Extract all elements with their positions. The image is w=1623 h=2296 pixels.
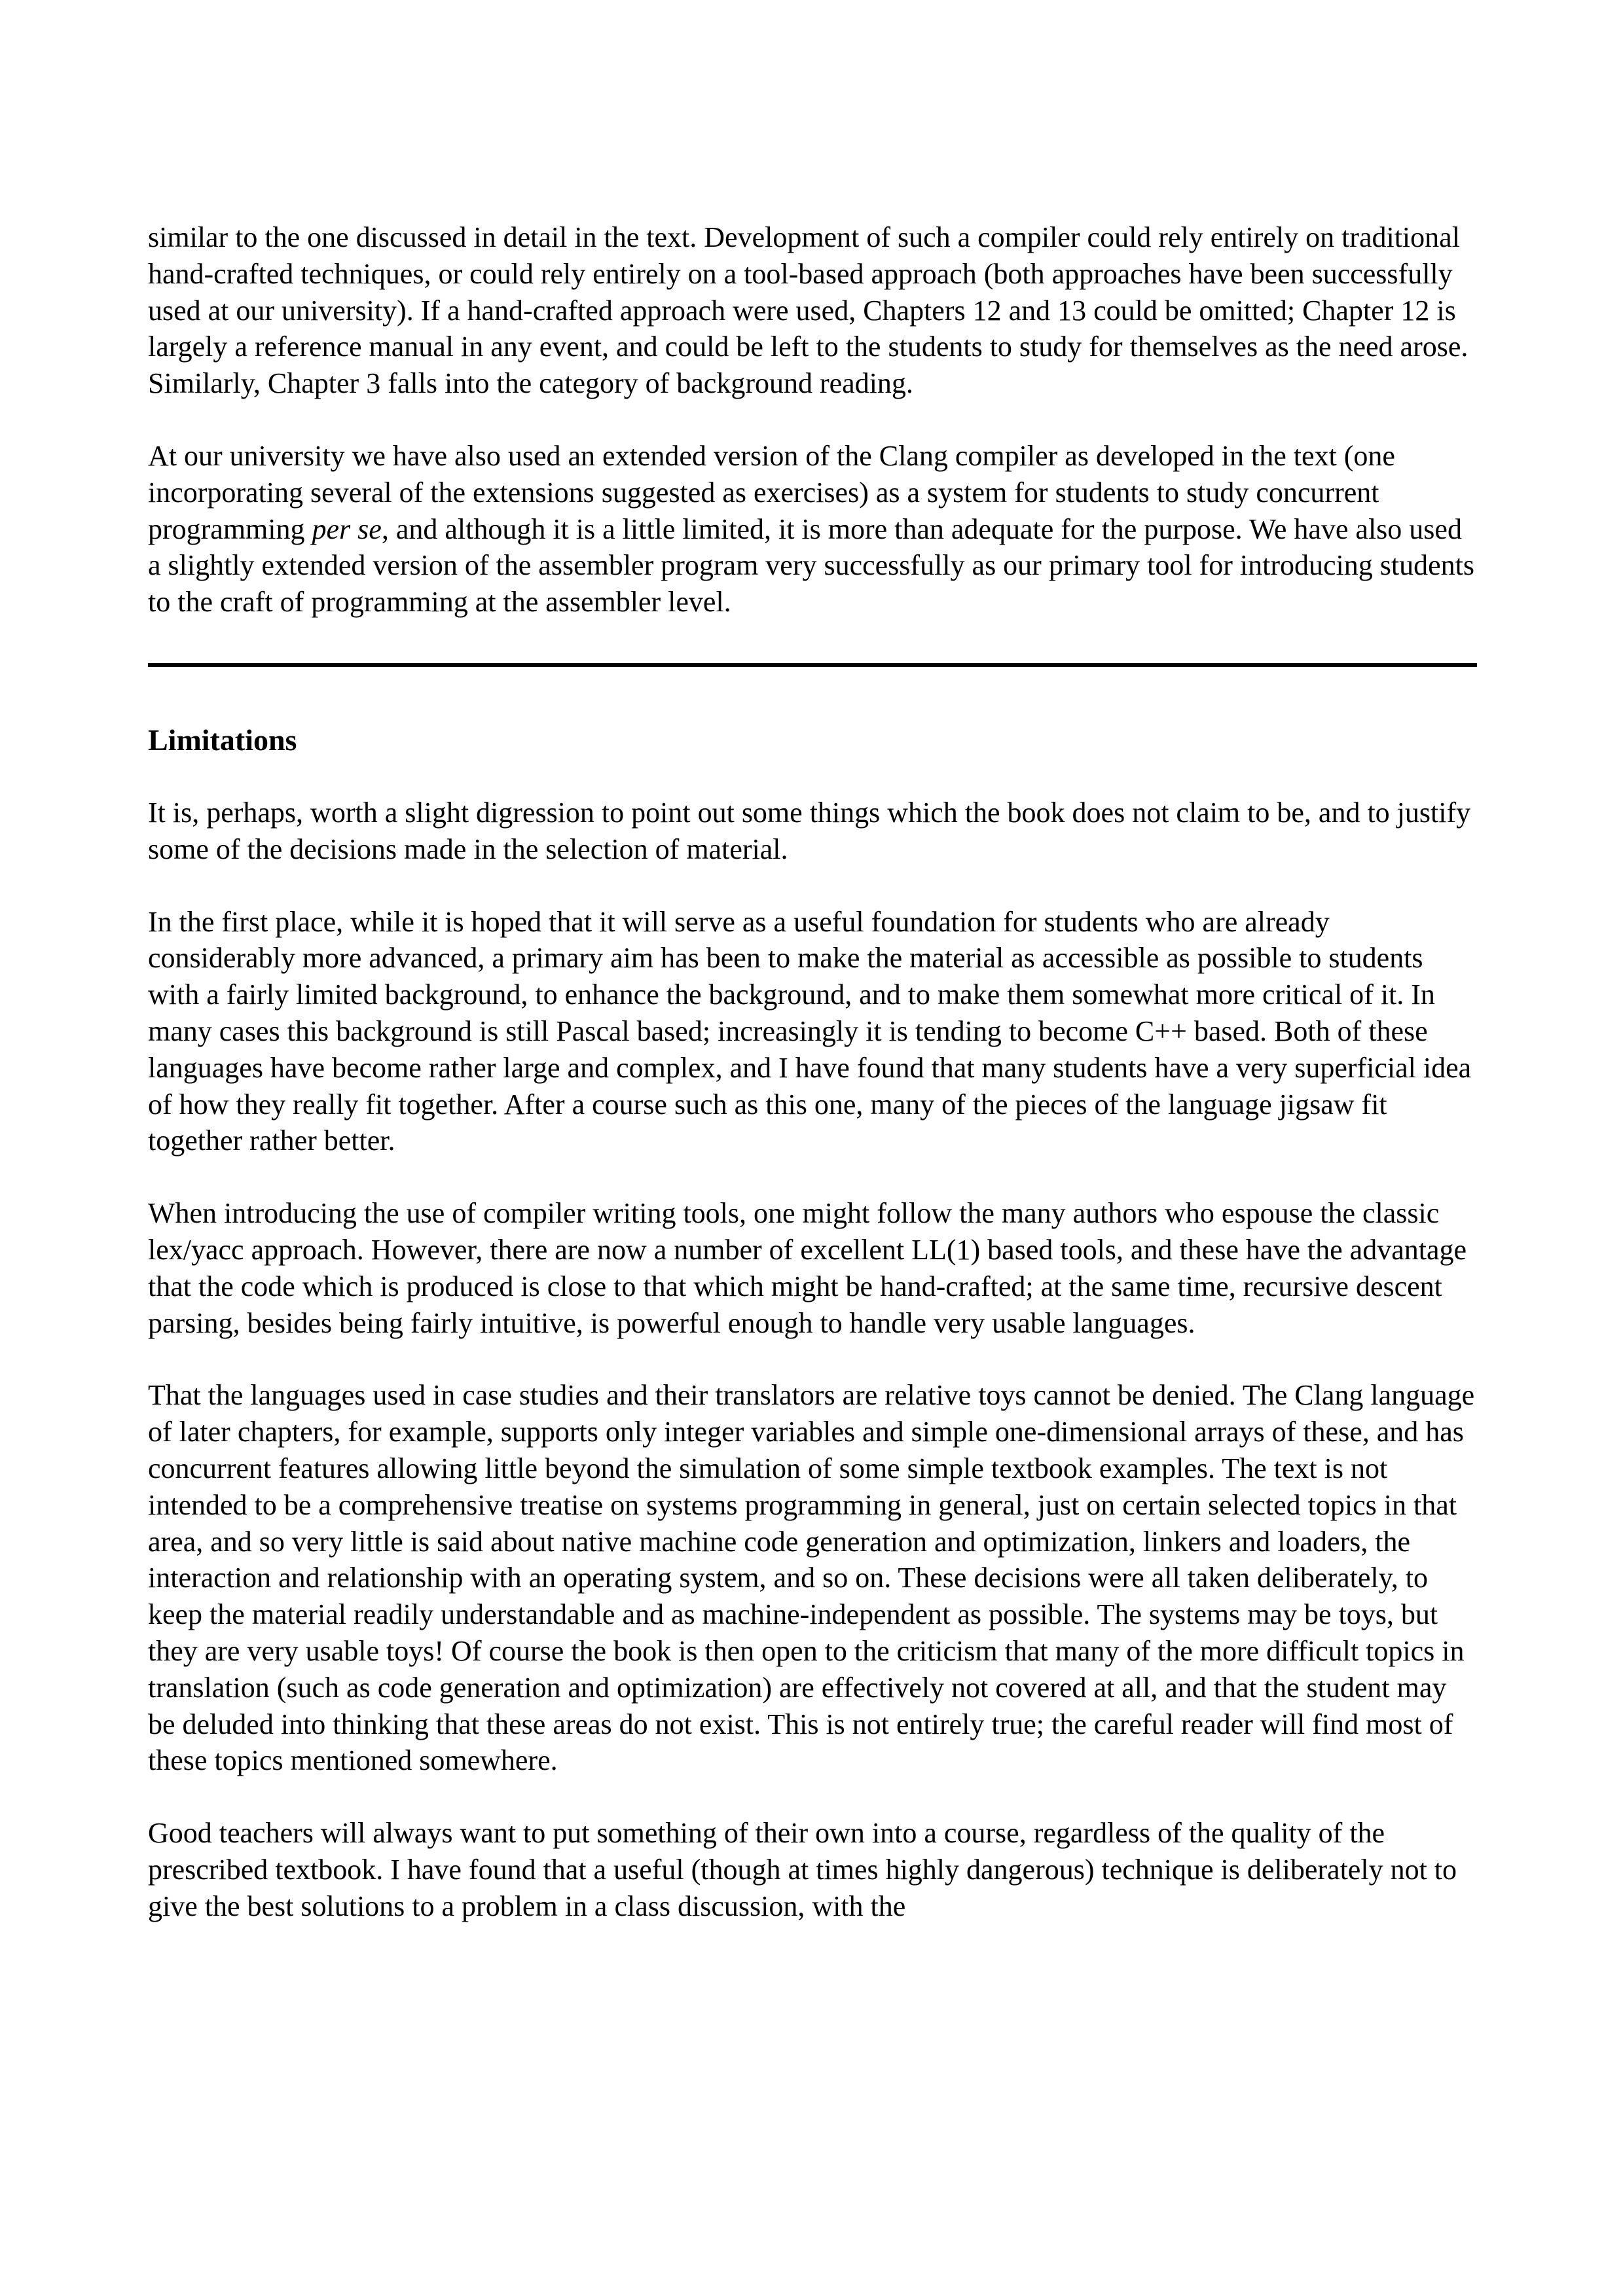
italic-phrase: per se xyxy=(312,512,382,545)
paragraph-toy-languages: That the languages used in case studies and their translators are relative toys cannot be denied. The Clang language of later chapters, for example, supports only integer variables and simple one-dimensional arrays of these, and has concurrent features allowing little beyond the simulation of some simple textbook examples. The text is not intended to be a comprehensive treatise on systems programming in general, just on certain selected topics in that area, and so very little is said about native machine code generation and optimization, linkers and loaders, the interaction and relationship with an operating system, and so on. These decisions were all taken deliberately, to keep the material readily understandable and as machine-independent as possible. The systems may be toys, but they are very usable toys! Of course the book is then open to the criticism that many of the more difficult topics in translation (such as code generation and optimization) are effectively not covered at all, and that the student may be deluded into thinking that these areas do not exist. This is not entirely true; the careful reader will find most of these topics mentioned somewhere. xyxy=(148,1379,1475,1777)
section-divider xyxy=(148,663,1477,667)
document-page xyxy=(148,219,1477,1960)
paragraph-compiler-approach: similar to the one discussed in detail in the text. Development of such a compiler could rely entirely on traditional hand-crafted techniques, or could rely entirely on a tool-based approach (both approaches have been successfully used at our university). If a hand-crafted approach were used, Chapters 12 and 13 could be omitted; Chapter 12 is largely a reference manual in any event, and could be left to the students to study for themselves as the need arose. Similarly, Chapter 3 falls into the category of background reading. xyxy=(148,221,1468,400)
paragraph-digression: It is, perhaps, worth a slight digression to point out some things which the book does not claim to be, and to justify some of the decisions made in the selection of material. xyxy=(148,796,1471,865)
paragraph-text-start: At our university we have also used an extended version of the Clang compiler as developed in the text (one incorporating several of the extensions suggested as exercises) as a system for students to study concurrent programming xyxy=(148,439,1395,545)
paragraph-concurrent-programming xyxy=(148,438,1477,620)
paragraph-first-place: In the first place, while it is hoped that it will serve as a useful foundation for students who are already considerably more advanced, a primary aim has been to make the material as accessible as possible to students with a fairly limited background, to enhance the background, and to make them somewhat more critical of it. In many cases this background is still Pascal based; increasingly it is tending to become C++ based. Both of these languages have become rather large and complex, and I have found that many students have a very superficial idea of how they really fit together. After a course such as this one, many of the pieces of the language jigsaw fit together rather better. xyxy=(148,905,1472,1157)
paragraph-good-teachers: Good teachers will always want to put something of their own into a course, regardless of the quality of the prescribed textbook. I have found that a useful (though at times highly dangerous) technique is deliberately not to give the best solutions to a problem in a class discussion, with the xyxy=(148,1817,1457,1922)
section-heading-limitations: Limitations xyxy=(148,723,297,757)
paragraph-text-end: , and although it is a little limited, it is more than adequate for the purpose. We have also used a slightly extended version of the assembler program very successfully as our primary tool for introducing students to the craft of programming at the assembler level. xyxy=(148,512,1474,619)
paragraph-compiler-tools: When introducing the use of compiler writing tools, one might follow the many authors who espouse the classic lex/yacc approach. However, there are now a number of excellent LL(1) based tools, and these have the advantage that the code which is produced is close to that which might be hand-crafted; at the same time, recursive descent parsing, besides being fairly intuitive, is powerful enough to handle very usable languages. xyxy=(148,1197,1467,1339)
